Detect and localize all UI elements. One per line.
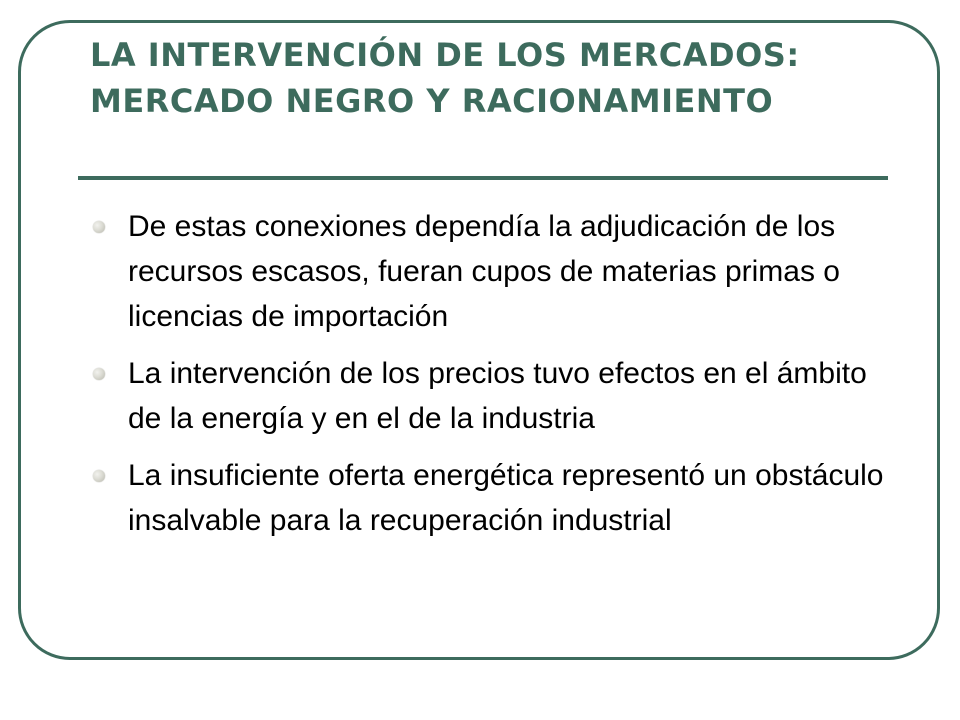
bullet-list: [90, 204, 890, 555]
title-divider: [78, 176, 888, 180]
bullet-dot-icon: [93, 470, 105, 482]
bullet-item: [90, 453, 890, 543]
bullet-text: La intervención de los precios tuvo efectos en el ámbito de la energía y en el de la industria: [128, 357, 867, 435]
bullet-item: [90, 204, 890, 339]
bullet-item: [90, 351, 890, 441]
slide-title: LA INTERVENCIÓN DE LOS MERCADOS: MERCADO NEGRO Y RACIONAMIENTO: [90, 36, 800, 120]
bullet-dot-icon: [93, 221, 105, 233]
bullet-dot-icon: [93, 368, 105, 380]
bullet-text: La insuficiente oferta energética representó un obstáculo insalvable para la recuperación industrial: [128, 459, 884, 537]
bullet-text: De estas conexiones dependía la adjudicación de los recursos escasos, fueran cupos de materias primas o licencias de importación: [128, 210, 840, 333]
